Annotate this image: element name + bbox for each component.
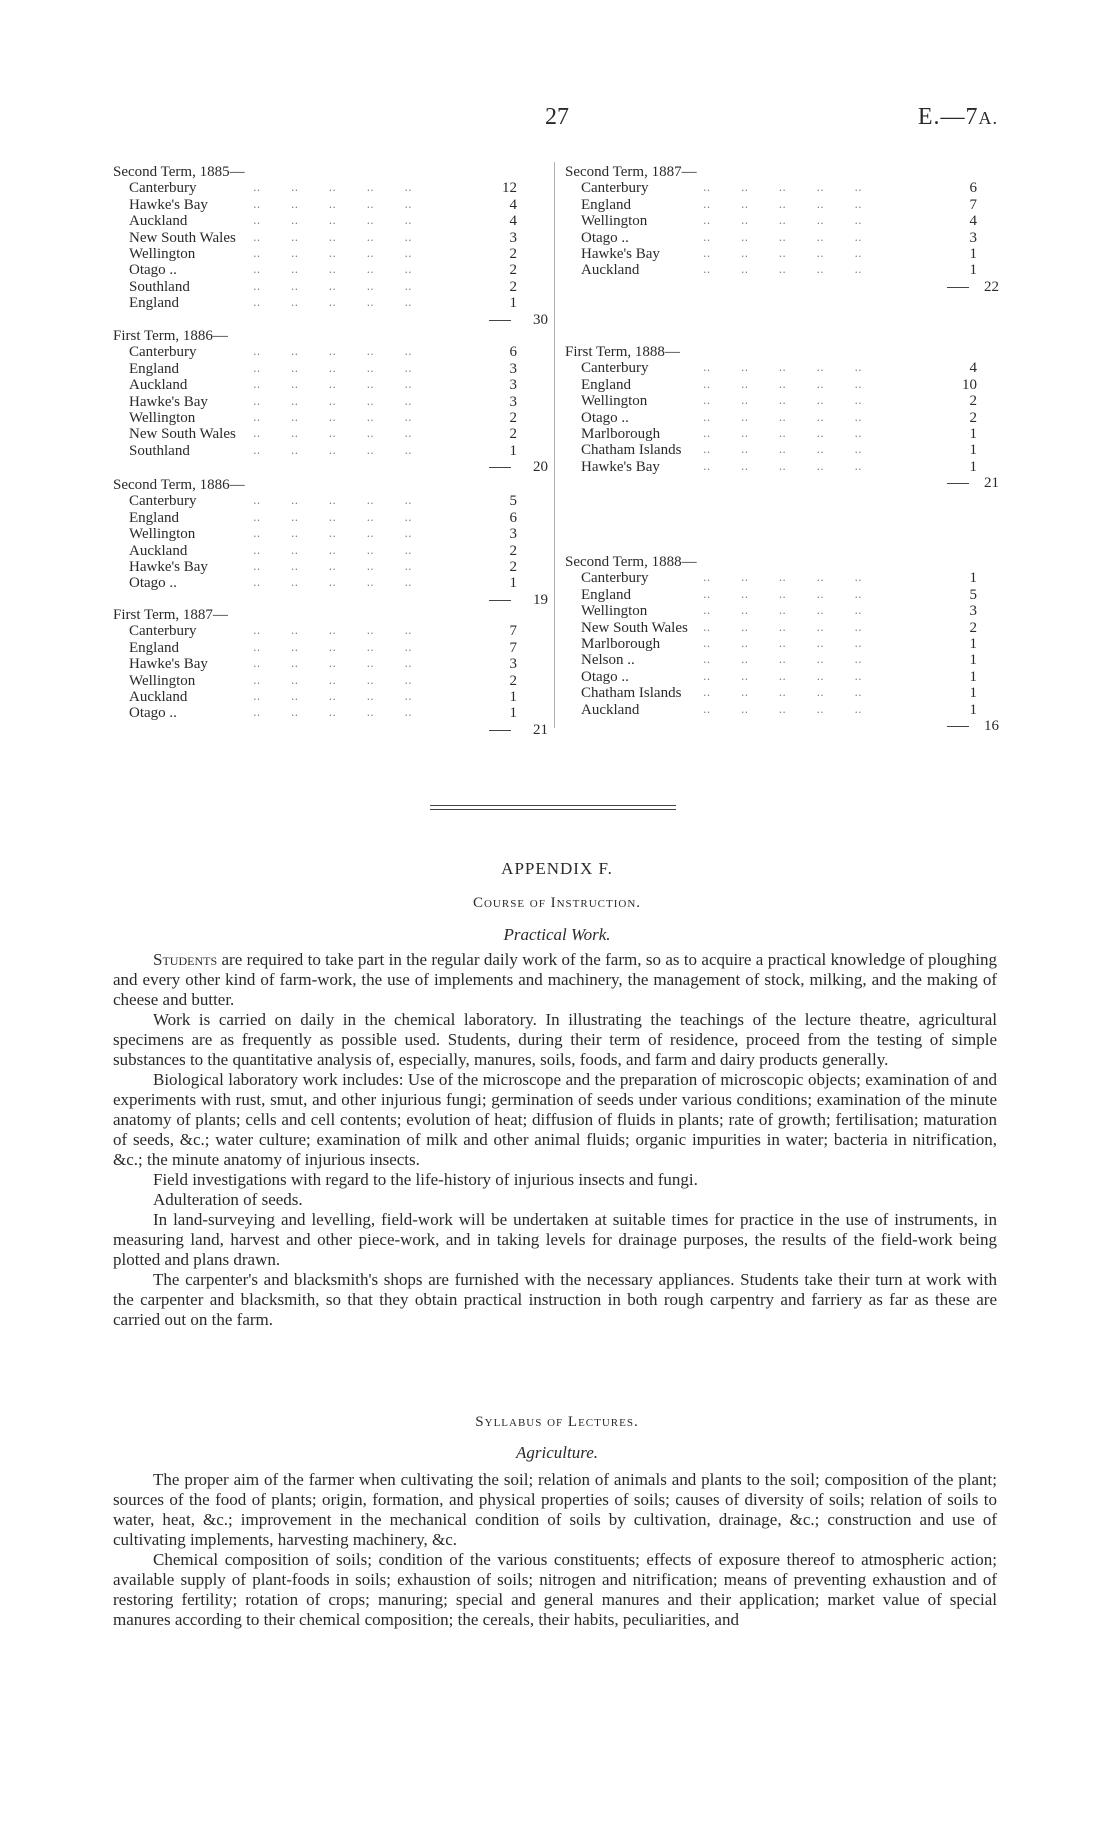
place-name: Chatham Islands — [581, 442, 682, 459]
term-row — [565, 213, 1003, 229]
appendix-title: APPENDIX F. — [501, 859, 613, 878]
student-count: 2 — [509, 409, 517, 426]
leader-dots: ‥ ‥ ‥ ‥ ‥ — [253, 495, 414, 508]
term-title: First Term, 1887— — [113, 607, 228, 623]
term-row — [113, 279, 553, 295]
leader-dots: ‥ ‥ ‥ ‥ ‥ — [253, 560, 414, 573]
place-name: Canterbury — [129, 493, 197, 510]
place-name: Hawke's Bay — [581, 458, 660, 475]
student-count: 2 — [509, 245, 517, 262]
term-title: First Term, 1888— — [565, 344, 680, 360]
student-count: 5 — [509, 493, 517, 510]
place-name: Auckland — [129, 213, 188, 230]
place-name: Otago .. — [581, 409, 629, 426]
leader-dots: ‥ ‥ ‥ ‥ ‥ — [703, 411, 864, 424]
leader-dots: ‥ ‥ ‥ ‥ ‥ — [703, 460, 864, 473]
place-name: England — [129, 639, 179, 656]
total-dash — [489, 320, 511, 321]
term-title: Second Term, 1887— — [565, 164, 697, 180]
student-count: 4 — [969, 213, 977, 230]
paragraph: Work is carried on daily in the chemical laboratory. In illustrating the teachings of the lecture theatre, agricultural specimens are as frequently as possible used. Students, during their term of residence, proceed from the testing of simple substances to the quantitative analysis of, especially, manures, soils, foods, and farm and dairy products generally. — [113, 1010, 997, 1069]
place-name: Chatham Islands — [581, 685, 682, 702]
student-count: 1 — [509, 705, 517, 722]
term-title: First Term, 1886— — [113, 328, 228, 344]
term-row — [565, 669, 1003, 685]
student-count: 1 — [969, 262, 977, 279]
leader-dots: ‥ ‥ ‥ ‥ ‥ — [253, 577, 414, 590]
student-count: 1 — [969, 458, 977, 475]
leader-dots: ‥ ‥ ‥ ‥ ‥ — [703, 654, 864, 667]
term-row — [113, 377, 553, 393]
place-name: Auckland — [581, 262, 640, 279]
leader-dots: ‥ ‥ ‥ ‥ ‥ — [703, 264, 864, 277]
leader-dots: ‥ ‥ ‥ ‥ ‥ — [703, 427, 864, 440]
leader-dots: ‥ ‥ ‥ ‥ ‥ — [703, 198, 864, 211]
leader-dots: ‥ ‥ ‥ ‥ ‥ — [703, 605, 864, 618]
term-row — [565, 636, 1003, 652]
student-count: 1 — [969, 442, 977, 459]
term-row — [113, 213, 553, 229]
student-count: 3 — [509, 377, 517, 394]
place-name: Hawke's Bay — [581, 245, 660, 262]
student-count: 10 — [962, 376, 977, 393]
term-total: 19 — [533, 591, 548, 608]
leader-dots: ‥ ‥ ‥ ‥ ‥ — [253, 707, 414, 720]
total-dash — [947, 287, 969, 288]
term-row — [113, 510, 553, 526]
term-total-row — [113, 459, 553, 475]
leader-dots: ‥ ‥ ‥ ‥ ‥ — [253, 641, 414, 654]
term-row — [113, 262, 553, 278]
term-row — [565, 246, 1003, 262]
leader-dots: ‥ ‥ ‥ ‥ ‥ — [253, 346, 414, 359]
term-total-row — [565, 279, 1003, 295]
term-total: 21 — [984, 475, 999, 492]
place-name: Wellington — [129, 245, 196, 262]
student-count: 4 — [509, 213, 517, 230]
student-count: 6 — [509, 344, 517, 361]
term-row — [113, 246, 553, 262]
leader-dots: ‥ ‥ ‥ ‥ ‥ — [703, 588, 864, 601]
term-row — [113, 559, 553, 575]
paragraph: The proper aim of the farmer when cultivating the soil; relation of animals and plants to the soil; composition of the plant; sources of the food of plants; origin, formation, and physical properties of soils; causes of diversity of soils; relation of soils to water, heat, &c.; improvement in the mechanical condition of soils by cultivation, drainage, &c.; construction and use of cultivating implements, harvesting machinery, &c. — [113, 1470, 997, 1549]
student-count: 1 — [969, 635, 977, 652]
student-count: 1 — [969, 701, 977, 718]
total-dash — [947, 483, 969, 484]
place-name: Wellington — [129, 672, 196, 689]
student-count: 2 — [969, 619, 977, 636]
student-count: 6 — [969, 180, 977, 197]
paragraph: Field investigations with regard to the life-history of injurious insects and fungi. — [153, 1170, 698, 1189]
student-count: 3 — [969, 229, 977, 246]
term-row — [113, 689, 553, 705]
total-dash — [489, 467, 511, 468]
leader-dots: ‥ ‥ ‥ ‥ ‥ — [253, 528, 414, 541]
student-count: 1 — [969, 685, 977, 702]
term-title: Second Term, 1886— — [113, 477, 245, 493]
total-dash — [947, 726, 969, 727]
term-row — [113, 673, 553, 689]
leader-dots: ‥ ‥ ‥ ‥ ‥ — [253, 674, 414, 687]
student-count: 2 — [509, 278, 517, 295]
student-count: 12 — [502, 180, 517, 197]
term-row — [113, 526, 553, 542]
place-name: Otago .. — [581, 668, 629, 685]
student-count: 2 — [509, 672, 517, 689]
term-row — [113, 493, 553, 509]
term-row — [565, 587, 1003, 603]
syllabus-heading: Syllabus of Lectures. — [475, 1414, 639, 1430]
place-name: Canterbury — [581, 570, 649, 587]
term-row — [565, 603, 1003, 619]
place-name: Hawke's Bay — [129, 393, 208, 410]
paragraph: In land-surveying and levelling, field-work will be undertaken at suitable times for practice in the use of instruments, in measuring land, harvest and other piece-work, and in taking levels for drainage purposes, the results of the field-work being plotted and plans drawn. — [113, 1210, 997, 1269]
leader-dots: ‥ ‥ ‥ ‥ ‥ — [703, 621, 864, 634]
section-rule — [430, 805, 676, 810]
term-row — [113, 295, 553, 311]
place-name: England — [581, 196, 631, 213]
leader-dots: ‥ ‥ ‥ ‥ ‥ — [253, 658, 414, 671]
leader-dots: ‥ ‥ ‥ ‥ ‥ — [253, 379, 414, 392]
place-name: Otago .. — [129, 705, 177, 722]
place-name: Southland — [129, 278, 190, 295]
leader-dots: ‥ ‥ ‥ ‥ ‥ — [253, 215, 414, 228]
term-group — [113, 607, 553, 738]
term-row — [113, 180, 553, 196]
term-group — [565, 164, 1003, 295]
student-count: 3 — [509, 526, 517, 543]
page-number: 27 — [545, 104, 569, 130]
term-group — [113, 477, 553, 608]
leader-dots: ‥ ‥ ‥ ‥ ‥ — [253, 411, 414, 424]
place-name: Canterbury — [581, 180, 649, 197]
place-name: England — [581, 586, 631, 603]
term-total: 22 — [984, 278, 999, 295]
leader-dots: ‥ ‥ ‥ ‥ ‥ — [703, 703, 864, 716]
place-name: Canterbury — [129, 344, 197, 361]
place-name: Marlborough — [581, 425, 661, 442]
student-count: 2 — [969, 393, 977, 410]
leader-dots: ‥ ‥ ‥ ‥ ‥ — [253, 182, 414, 195]
place-name: Wellington — [129, 409, 196, 426]
term-total-row — [113, 722, 553, 738]
student-count: 1 — [509, 295, 517, 312]
place-name: Wellington — [581, 213, 648, 230]
place-name: New South Wales — [581, 619, 688, 636]
leader-dots: ‥ ‥ ‥ ‥ ‥ — [703, 572, 864, 585]
place-name: Otago .. — [129, 575, 177, 592]
leader-dots: ‥ ‥ ‥ ‥ ‥ — [253, 428, 414, 441]
term-row — [113, 656, 553, 672]
term-row — [565, 459, 1003, 475]
leader-dots: ‥ ‥ ‥ ‥ ‥ — [253, 231, 414, 244]
leader-dots: ‥ ‥ ‥ ‥ ‥ — [253, 511, 414, 524]
student-count: 5 — [969, 586, 977, 603]
document-reference-suffix: A. — [978, 108, 998, 128]
leader-dots: ‥ ‥ ‥ ‥ ‥ — [253, 198, 414, 211]
term-row — [113, 640, 553, 656]
term-group — [113, 328, 553, 476]
place-name: England — [129, 295, 179, 312]
term-row — [113, 394, 553, 410]
student-count: 1 — [969, 425, 977, 442]
leader-dots: ‥ ‥ ‥ ‥ ‥ — [253, 625, 414, 638]
student-count: 3 — [509, 360, 517, 377]
term-row — [113, 623, 553, 639]
place-name: Auckland — [129, 542, 188, 559]
place-name: Auckland — [129, 688, 188, 705]
term-group — [565, 554, 1003, 734]
term-row — [565, 360, 1003, 376]
place-name: Otago .. — [581, 229, 629, 246]
leader-dots: ‥ ‥ ‥ ‥ ‥ — [703, 231, 864, 244]
lead-word: Students — [153, 950, 218, 969]
place-name: Hawke's Bay — [129, 196, 208, 213]
student-count: 1 — [509, 442, 517, 459]
leader-dots: ‥ ‥ ‥ ‥ ‥ — [703, 670, 864, 683]
student-count: 4 — [509, 196, 517, 213]
paragraph: Chemical composition of soils; condition of the various constituents; effects of exposure thereof to atmospheric action; available supply of plant-foods in soils; exhaustion of soils; nitrogen and nitrification; means of preventing exhaustion and of restoring fertility; rotation of crops; manuring; special and general manures and their application; market value of special manures according to their chemical composition; the cereals, their habits, peculiarities, and — [113, 1550, 997, 1629]
leader-dots: ‥ ‥ ‥ ‥ ‥ — [703, 215, 864, 228]
term-row — [565, 230, 1003, 246]
paragraph-text: are required to take part in the regular daily work of the farm, so as to acquire a practical knowledge of ploughing and every other kind of farm-work, the use of implements and machinery, the management of stock, milking, and the making of cheese and butter. — [113, 950, 997, 1009]
agriculture-heading: Agriculture. — [516, 1443, 598, 1462]
place-name: England — [129, 360, 179, 377]
place-name: Nelson .. — [581, 652, 635, 669]
student-count: 7 — [969, 196, 977, 213]
student-count: 4 — [969, 360, 977, 377]
term-total: 21 — [533, 721, 548, 738]
leader-dots: ‥ ‥ ‥ ‥ ‥ — [703, 182, 864, 195]
student-count: 1 — [509, 575, 517, 592]
place-name: Marlborough — [581, 635, 661, 652]
term-row — [565, 410, 1003, 426]
place-name: Southland — [129, 442, 190, 459]
total-dash — [489, 730, 511, 731]
term-total-row — [113, 592, 553, 608]
paragraph — [113, 950, 997, 1010]
student-count: 2 — [509, 426, 517, 443]
student-count: 7 — [509, 639, 517, 656]
term-row — [565, 620, 1003, 636]
term-total-row — [565, 475, 1003, 491]
place-name: Auckland — [581, 701, 640, 718]
term-row — [113, 230, 553, 246]
term-row — [113, 705, 553, 721]
place-name: New South Wales — [129, 426, 236, 443]
term-row — [565, 393, 1003, 409]
term-row — [113, 426, 553, 442]
leader-dots: ‥ ‥ ‥ ‥ ‥ — [703, 378, 864, 391]
leader-dots: ‥ ‥ ‥ ‥ ‥ — [703, 395, 864, 408]
term-group — [565, 344, 1003, 492]
leader-dots: ‥ ‥ ‥ ‥ ‥ — [253, 280, 414, 293]
leader-dots: ‥ ‥ ‥ ‥ ‥ — [253, 690, 414, 703]
place-name: Wellington — [129, 526, 196, 543]
term-row — [113, 361, 553, 377]
term-row — [565, 685, 1003, 701]
leader-dots: ‥ ‥ ‥ ‥ ‥ — [703, 247, 864, 260]
leader-dots: ‥ ‥ ‥ ‥ ‥ — [703, 637, 864, 650]
term-total: 20 — [533, 459, 548, 476]
student-count: 3 — [509, 656, 517, 673]
student-count: 1 — [509, 688, 517, 705]
term-total: 30 — [533, 311, 548, 328]
term-row — [113, 197, 553, 213]
term-row — [565, 442, 1003, 458]
student-count: 2 — [509, 262, 517, 279]
leader-dots: ‥ ‥ ‥ ‥ ‥ — [703, 687, 864, 700]
agriculture-text — [113, 1470, 997, 1630]
term-total-row — [113, 312, 553, 328]
place-name: Canterbury — [129, 180, 197, 197]
term-row — [565, 570, 1003, 586]
paragraph: Adulteration of seeds. — [153, 1190, 303, 1209]
term-row — [565, 180, 1003, 196]
practical-work-text — [113, 950, 997, 1330]
term-row — [113, 410, 553, 426]
paragraph: The carpenter's and blacksmith's shops are furnished with the necessary appliances. Students take their turn at work with the carpenter and blacksmith, so that they obtain practical instruction in both rough carpentry and farriery as far as these are carried out on the farm. — [113, 1270, 997, 1329]
leader-dots: ‥ ‥ ‥ ‥ ‥ — [253, 362, 414, 375]
term-row — [565, 197, 1003, 213]
student-count: 1 — [969, 570, 977, 587]
term-row — [113, 344, 553, 360]
total-dash — [489, 600, 511, 601]
place-name: Hawke's Bay — [129, 656, 208, 673]
term-group — [113, 164, 553, 328]
leader-dots: ‥ ‥ ‥ ‥ ‥ — [703, 362, 864, 375]
leader-dots: ‥ ‥ ‥ ‥ ‥ — [253, 247, 414, 260]
student-count: 7 — [509, 623, 517, 640]
student-count: 3 — [509, 393, 517, 410]
student-count: 1 — [969, 652, 977, 669]
student-count: 1 — [969, 668, 977, 685]
document-reference-main: E.—7 — [917, 104, 979, 130]
column-divider — [554, 162, 555, 728]
term-row — [565, 426, 1003, 442]
leader-dots: ‥ ‥ ‥ ‥ ‥ — [253, 395, 414, 408]
student-count: 6 — [509, 509, 517, 526]
term-row — [113, 575, 553, 591]
leader-dots: ‥ ‥ ‥ ‥ ‥ — [253, 444, 414, 457]
term-total-row — [565, 718, 1003, 734]
place-name: Canterbury — [129, 623, 197, 640]
term-row — [565, 262, 1003, 278]
practical-work-heading: Practical Work. — [503, 925, 611, 944]
place-name: England — [129, 509, 179, 526]
student-count: 3 — [969, 603, 977, 620]
leader-dots: ‥ ‥ ‥ ‥ ‥ — [253, 544, 414, 557]
place-name: New South Wales — [129, 229, 236, 246]
place-name: Wellington — [581, 393, 648, 410]
student-count: 1 — [969, 245, 977, 262]
paragraph: Biological laboratory work includes: Use of the microscope and the preparation of microscopic objects; examination of and experiments with rust, smut, and other injurious fungi; germination of seeds under various conditions; examination of the minute anatomy of plants; cells and cell contents; evolution of heat; diffusion of fluids in plants; rate of growth; fertilisation; maturation of seeds, &c.; water culture; examination of milk and other animal fluids; organic impurities in water; bacteria in nitrification, &c.; the minute anatomy of injurious insects. — [113, 1070, 997, 1169]
leader-dots: ‥ ‥ ‥ ‥ ‥ — [253, 264, 414, 277]
term-row — [113, 443, 553, 459]
leader-dots: ‥ ‥ ‥ ‥ ‥ — [253, 297, 414, 310]
place-name: Hawke's Bay — [129, 558, 208, 575]
place-name: Otago .. — [129, 262, 177, 279]
place-name: Wellington — [581, 603, 648, 620]
term-row — [565, 377, 1003, 393]
student-count: 2 — [509, 558, 517, 575]
term-row — [113, 543, 553, 559]
student-count: 2 — [509, 542, 517, 559]
student-count: 3 — [509, 229, 517, 246]
place-name: Canterbury — [581, 360, 649, 377]
term-title: Second Term, 1885— — [113, 164, 245, 180]
place-name: Auckland — [129, 377, 188, 394]
term-row — [565, 652, 1003, 668]
place-name: England — [581, 376, 631, 393]
term-total: 16 — [984, 717, 999, 734]
leader-dots: ‥ ‥ ‥ ‥ ‥ — [703, 444, 864, 457]
document-reference — [918, 104, 998, 131]
course-heading: Course of Instruction. — [472, 895, 642, 911]
term-title: Second Term, 1888— — [565, 554, 697, 570]
student-count: 2 — [969, 409, 977, 426]
term-row — [565, 702, 1003, 718]
